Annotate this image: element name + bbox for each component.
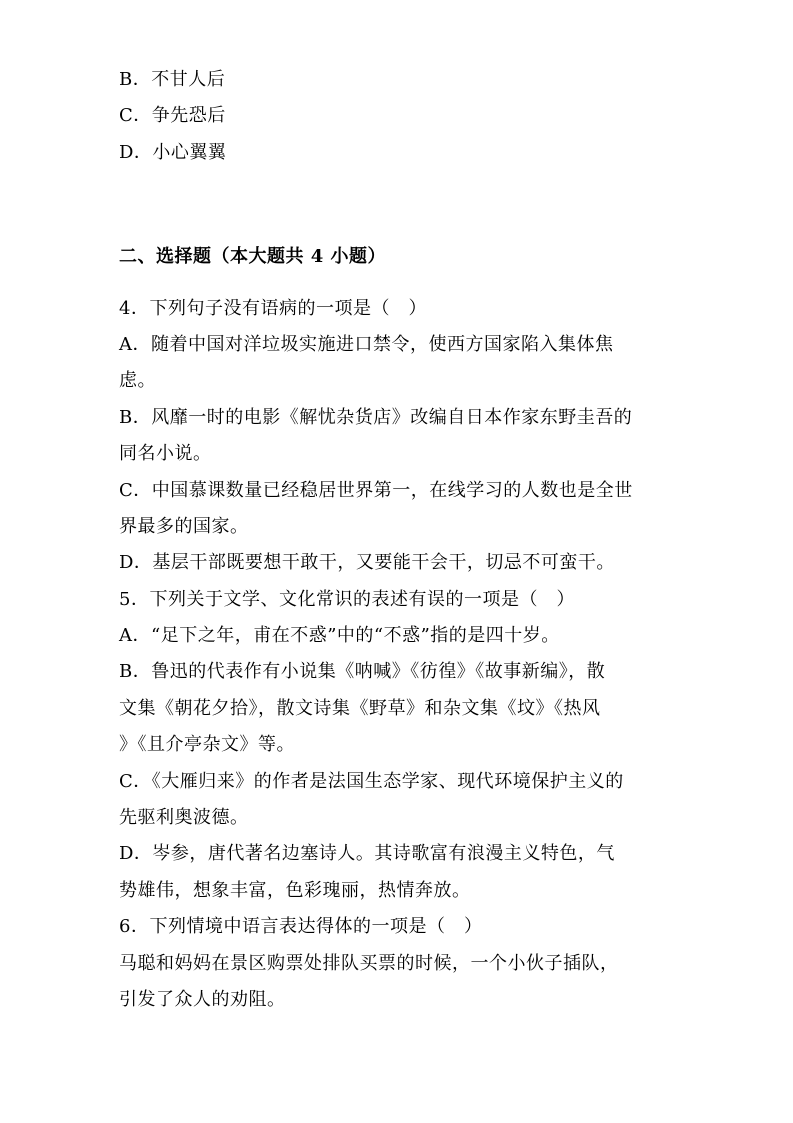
section-heading: 二、选择题（本大题共 4 小题）	[119, 246, 387, 267]
q6-line: 马聪和妈妈在景区购票处排队买票的时候，一个小伙子插队，	[119, 953, 619, 974]
q4-line: A．随着中国对洋垃圾实施进口禁令，使西方国家陷入集体焦	[119, 334, 614, 355]
q4-line: 同名小说。	[119, 443, 212, 464]
q4-line: C．中国慕课数量已经稳居世界第一，在线学习的人数也是全世	[119, 480, 633, 501]
q4-line: D．基层干部既要想干敢干，又要能干会干，切忌不可蛮干。	[119, 552, 615, 573]
q6-stem: 6．下列情境中语言表达得体的一项是（ ）	[119, 916, 483, 937]
q5-line: 先驱利奥波德。	[119, 807, 249, 828]
q4-line: B．风靡一时的电影《解忧杂货店》改编自日本作家东野圭吾的	[119, 407, 633, 428]
q5-line: D．岑参，唐代著名边塞诗人。其诗歌富有浪漫主义特色，气	[119, 843, 615, 864]
q5-line: 文集《朝花夕拾》，散文诗集《野草》和杂文集《坟》《热风	[119, 698, 601, 719]
q3-option-b: B．不甘人后	[119, 69, 226, 90]
q4-line: 界最多的国家。	[119, 516, 249, 537]
q5-line: A．“足下之年，甫在不惑”中的“不惑”指的是四十岁。	[119, 625, 560, 646]
q5-line: B．鲁迅的代表作有小说集《呐喊》《彷徨》《故事新编》，散	[119, 661, 606, 682]
q4-stem: 4．下列句子没有语病的一项是（ ）	[119, 298, 427, 319]
q4-line: 虑。	[119, 370, 156, 391]
q3-option-c: C．争先恐后	[119, 105, 226, 126]
q5-line: 》《且介亭杂文》等。	[119, 734, 295, 755]
q5-line: C．《大雁归来》的作者是法国生态学家、现代环境保护主义的	[119, 771, 624, 792]
q5-line: 势雄伟，想象丰富，色彩瑰丽，热情奔放。	[119, 880, 471, 901]
q6-line: 引发了众人的劝阻。	[119, 989, 286, 1010]
q5-stem: 5．下列关于文学、文化常识的表述有误的一项是（ ）	[119, 589, 575, 610]
q3-option-d: D．小心翼翼	[119, 142, 227, 163]
